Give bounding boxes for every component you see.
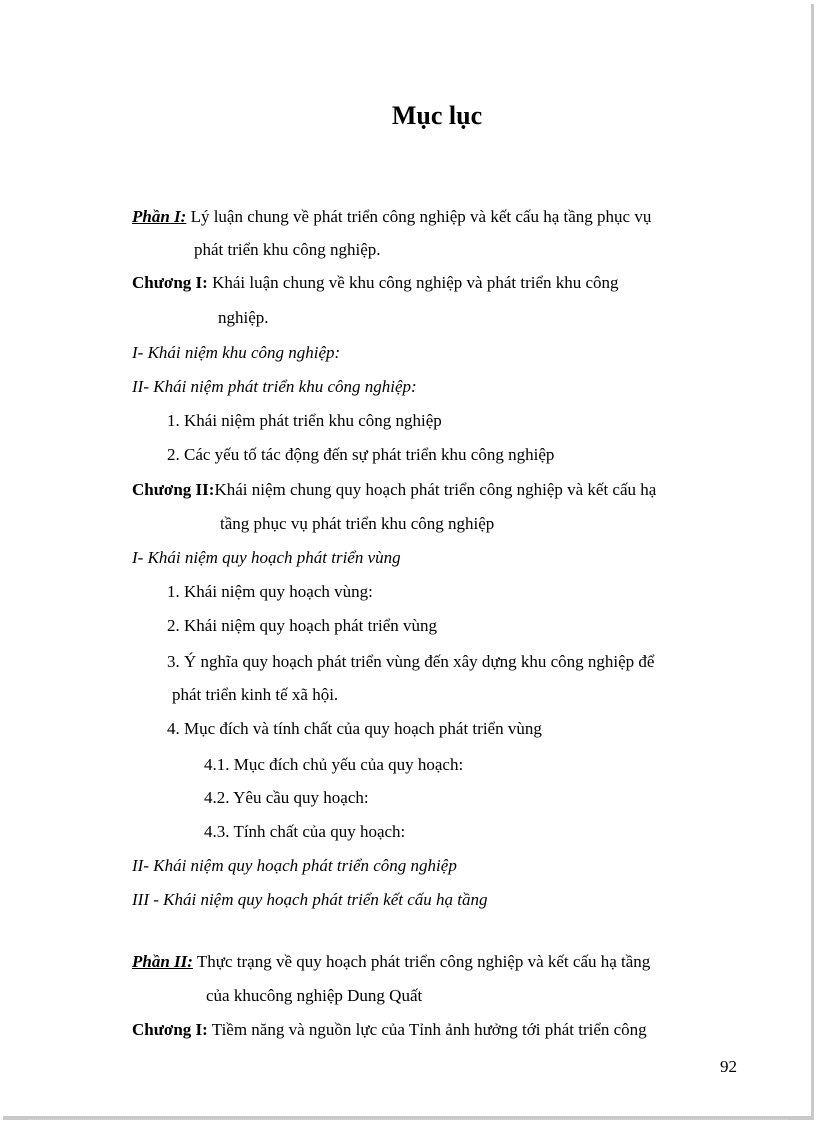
- part-2-continuation: của khucông nghiệp Dung Quất: [206, 986, 423, 1005]
- chapter-1-continuation: nghiệp.: [218, 308, 269, 327]
- toc-subitem: 4.1. Mục đích chủ yếu của quy hoạch:: [204, 755, 464, 774]
- toc-section: II- Khái niệm phát triển khu công nghiệp:: [132, 377, 417, 396]
- part-1-continuation: phát triển khu công nghiệp.: [194, 240, 381, 259]
- toc-section: I- Khái niệm quy hoạch phát triển vùng: [132, 548, 401, 567]
- part-2-label: Phần II:: [132, 952, 193, 971]
- page-separator: [28, 1119, 788, 1120]
- toc-subitem: 4.3. Tính chất của quy hoạch:: [204, 822, 406, 841]
- toc-section: I- Khái niệm khu công nghiệp:: [132, 343, 341, 362]
- chapter-1-text: Khái luận chung về khu công nghiệp và phát triển khu công: [212, 273, 619, 292]
- toc-part-1: [132, 206, 651, 228]
- chapter-2-text: Khái niệm chung quy hoạch phát triển công nghiệp và kết cấu hạ: [214, 480, 657, 499]
- chapter-2-label: Chương II:: [132, 480, 215, 499]
- part-1-text: Lý luận chung về phát triển công nghiệp và kết cấu hạ tầng phục vụ: [190, 207, 652, 226]
- toc-part-2: [132, 951, 650, 973]
- toc-chapter-1: [132, 272, 619, 294]
- toc-section: II- Khái niệm quy hoạch phát triển công nghiệp: [132, 856, 457, 875]
- toc-item: 2. Khái niệm quy hoạch phát triển vùng: [167, 616, 438, 635]
- toc-item: 2. Các yếu tố tác động đến sự phát triển khu công nghiệp: [167, 445, 555, 464]
- toc-subitem: 4.2. Yêu cầu quy hoạch:: [204, 788, 369, 807]
- part-2-text: Thực trạng về quy hoạch phát triển công nghiệp và kết cấu hạ tầng: [196, 952, 651, 971]
- toc-chapter-1-part-2: [132, 1019, 647, 1041]
- toc-item: 1. Khái niệm phát triển khu công nghiệp: [167, 411, 442, 430]
- chapter-1-label: Chương I:: [132, 273, 208, 292]
- toc-item: 1. Khái niệm quy hoạch vùng:: [167, 582, 373, 601]
- page-title: Mục lục: [391, 101, 483, 130]
- chapter-text: Tiềm năng và nguồn lực của Tỉnh ảnh hưởng tới phát triển công: [211, 1020, 647, 1039]
- toc-item: 3. Ý nghĩa quy hoạch phát triển vùng đến xây dựng khu công nghiệp để: [167, 652, 655, 671]
- chapter-2-continuation: tầng phục vụ phát triển khu công nghiệp: [220, 514, 495, 533]
- chapter-label: Chương I:: [132, 1020, 208, 1039]
- toc-section: III - Khái niệm quy hoạch phát triển kết cấu hạ tầng: [132, 890, 488, 909]
- toc-item: 4. Mục đích và tính chất của quy hoạch phát triển vùng: [167, 719, 542, 738]
- page-number: 92: [720, 1057, 737, 1076]
- toc-item-continuation: phát triển kinh tế xã hội.: [172, 685, 339, 704]
- toc-chapter-2: [132, 479, 656, 501]
- part-1-label: Phần I:: [132, 207, 187, 226]
